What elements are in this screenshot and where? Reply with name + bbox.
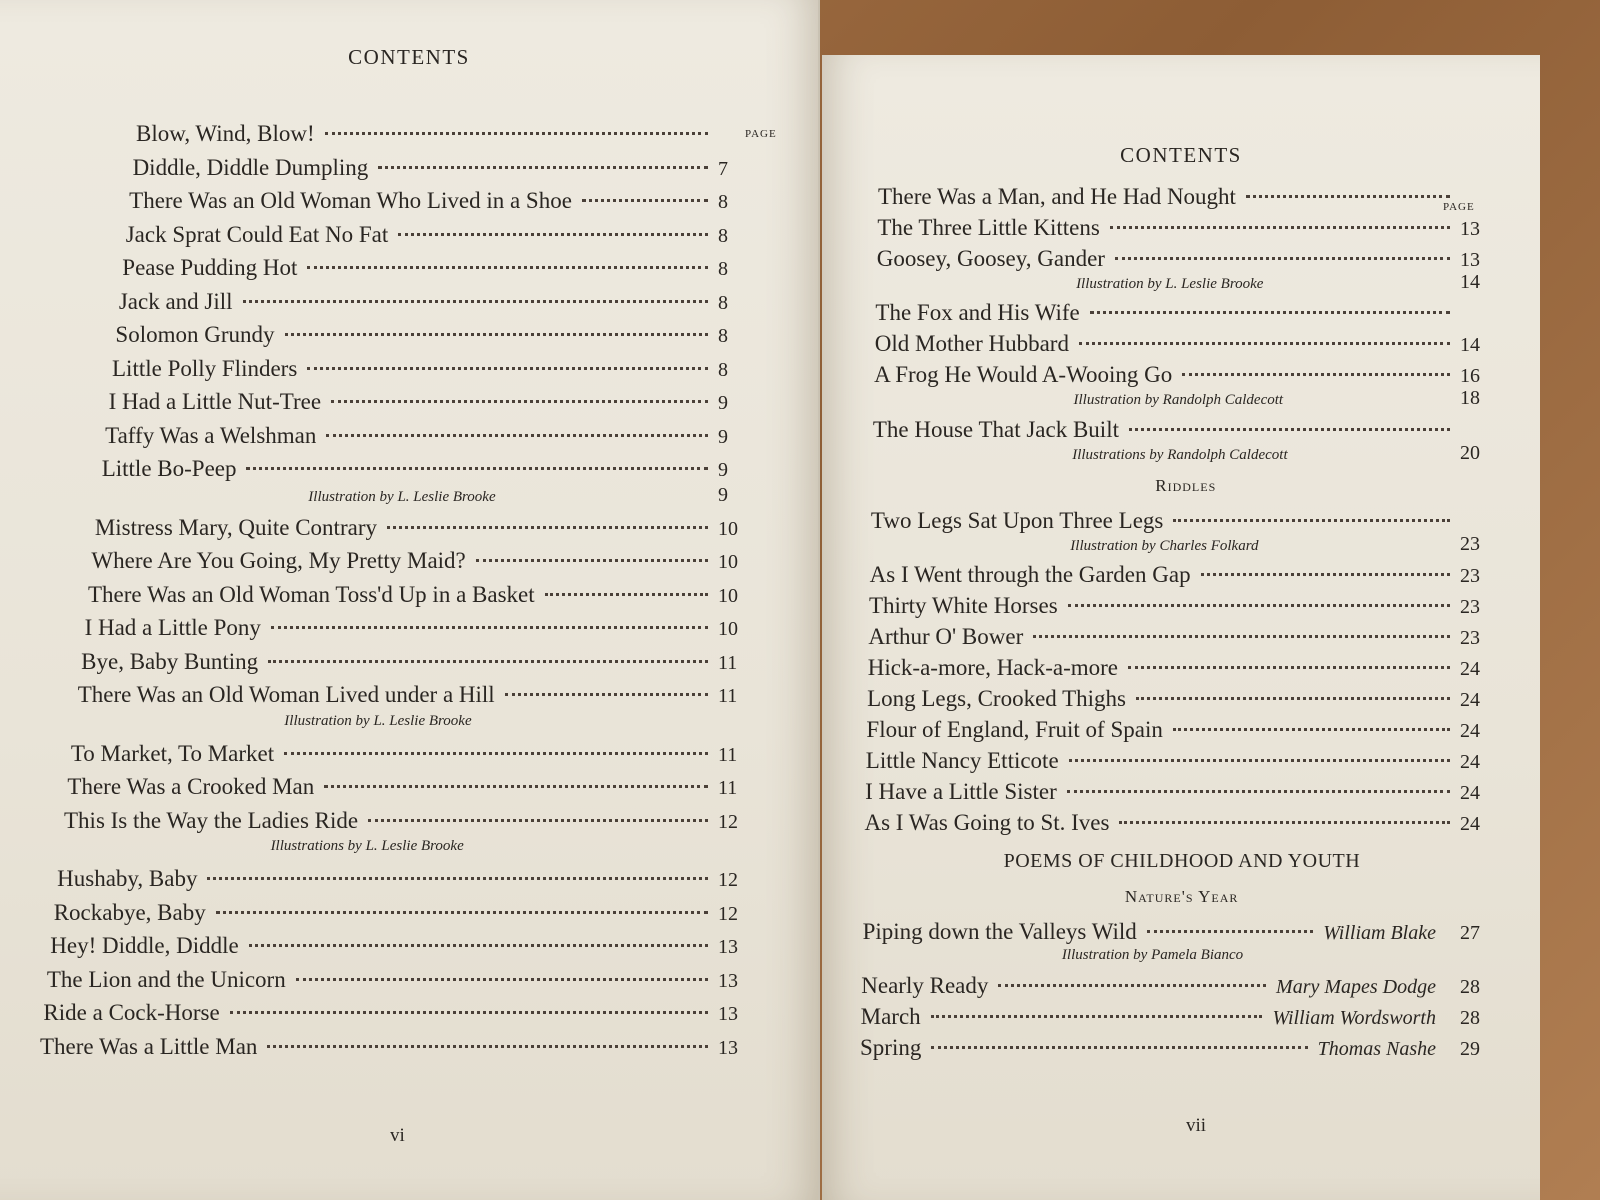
- dot-leader: [476, 559, 708, 562]
- toc-entry: [119, 290, 758, 315]
- entry-page-number: 24: [1460, 720, 1480, 743]
- entry-author: William Blake: [1323, 921, 1436, 944]
- toc-entry: [115, 323, 758, 348]
- entry-page-number: 13: [1460, 218, 1480, 240]
- entry-title: Jack and Jill: [118, 288, 233, 314]
- dot-leader: [325, 132, 708, 135]
- dot-leader: [324, 785, 708, 788]
- toc-entry: [877, 216, 1500, 241]
- dot-leader: [268, 660, 708, 663]
- entry-page-number: 12: [718, 902, 738, 925]
- page-column-label: PAGE: [745, 128, 777, 140]
- toc-entry: [866, 718, 1500, 743]
- entry-page-number: 24: [1460, 658, 1480, 681]
- dot-leader: [1068, 604, 1450, 607]
- dot-leader: [249, 944, 708, 947]
- entry-title: There Was an Old Woman Who Lived in a Shoe: [129, 188, 572, 213]
- dot-leader: [1115, 257, 1450, 260]
- entry-author: William Wordsworth: [1272, 1006, 1436, 1029]
- entry-page-number: 9: [718, 459, 728, 481]
- dot-leader: [1201, 573, 1450, 576]
- illustration-credit: Illustration by L. Leslie Brooke: [1076, 276, 1264, 292]
- entry-author: Mary Mapes Dodge: [1276, 975, 1436, 998]
- illustration-credit-row: [271, 834, 758, 858]
- dot-leader: [1033, 635, 1450, 638]
- dot-leader: [1110, 226, 1450, 229]
- entry-title: Flour of England, Fruit of Spain: [866, 717, 1163, 743]
- entry-title: Where Are You Going, My Pretty Maid?: [91, 548, 466, 574]
- entry-title: Nearly Ready: [861, 972, 989, 998]
- entry-title: There Was an Old Woman Lived under a Hill: [77, 682, 495, 708]
- dot-leader: [1173, 728, 1450, 731]
- illustration-credit: Illustration by L. Leslie Brooke: [308, 488, 496, 505]
- toc-entry: [54, 901, 758, 926]
- entry-page-number: 13: [718, 1003, 738, 1026]
- illustration-credit-row: [1074, 386, 1501, 412]
- page-title: CONTENTS: [348, 45, 470, 69]
- illustration-credit-row: [1076, 270, 1500, 296]
- illustration-credit-row: [1070, 532, 1500, 558]
- entry-page-number: 10: [718, 551, 738, 574]
- dot-leader: [368, 819, 708, 822]
- entry-title: I Had a Little Pony: [84, 615, 261, 641]
- toc-entry: [126, 223, 758, 248]
- entry-title: Long Legs, Crooked Thighs: [867, 686, 1127, 712]
- toc-entry: [867, 687, 1500, 712]
- folio: vi: [390, 1125, 405, 1146]
- toc-entry: [81, 650, 758, 675]
- entry-page-number: 29: [1460, 1037, 1480, 1060]
- toc-entry: [50, 934, 758, 959]
- entry-page-number: 8: [718, 258, 728, 280]
- dot-leader: [1173, 519, 1450, 522]
- entry-page-number: 13: [718, 1036, 738, 1059]
- entry-title: The Three Little Kittens: [877, 215, 1100, 240]
- entry-page-number: 20: [1460, 441, 1480, 464]
- toc-entry: [71, 742, 758, 767]
- entry-page-number: 9: [718, 425, 728, 448]
- entry-page-number: 10: [718, 618, 738, 641]
- dot-leader: [378, 166, 708, 169]
- dot-leader: [582, 199, 708, 202]
- entry-page-number: 8: [718, 325, 728, 347]
- illustration-credit: Illustration by Pamela Bianco: [1061, 946, 1244, 963]
- entry-title: Pease Pudding Hot: [122, 255, 298, 280]
- entry-page-number: 8: [718, 291, 728, 314]
- entry-author: Thomas Nashe: [1317, 1037, 1436, 1060]
- entry-page-number: 11: [718, 651, 738, 674]
- entry-title: Diddle, Diddle Dumpling: [132, 154, 369, 180]
- entry-title: Bye, Baby Bunting: [81, 648, 259, 674]
- toc-entry: [88, 583, 758, 608]
- toc-entry: [109, 390, 758, 415]
- entry-title: Little Bo-Peep: [101, 456, 237, 481]
- entry-page-number: 24: [1460, 782, 1480, 805]
- illustration-credit: Illustration by Randolph Caldecott: [1073, 392, 1284, 409]
- illustration-credit-row: [1062, 943, 1500, 967]
- dot-leader: [1129, 428, 1450, 431]
- entry-title: There Was a Little Man: [40, 1033, 258, 1059]
- dot-leader: [1147, 930, 1313, 933]
- toc-entry: [861, 974, 1500, 999]
- illustration-credit: Illustration by Charles Folkard: [1070, 537, 1259, 554]
- toc-entry: [67, 775, 758, 800]
- dot-leader: [1069, 759, 1450, 762]
- entry-title: Little Polly Flinders: [112, 355, 298, 381]
- entry-title: As I Went through the Garden Gap: [869, 562, 1191, 588]
- section-heading: POEMS OF CHILDHOOD AND YOUTH: [1003, 850, 1361, 873]
- entry-title: Solomon Grundy: [115, 322, 275, 347]
- illustration-credit: Illustration by L. Leslie Brooke: [284, 712, 472, 729]
- entry-page-number: 14: [1460, 271, 1480, 293]
- dot-leader: [387, 526, 708, 529]
- illustration-credit-row: [284, 709, 758, 733]
- toc-entry: [861, 1005, 1500, 1030]
- page-title: CONTENTS: [1120, 143, 1242, 167]
- entry-page-number: 28: [1460, 975, 1480, 998]
- entry-title: This Is the Way the Ladies Ride: [64, 807, 359, 833]
- entry-title: Rockabye, Baby: [53, 899, 206, 925]
- toc-entry: [95, 516, 758, 541]
- toc-entry: [865, 780, 1500, 805]
- entry-title: A Frog He Would A-Wooing Go: [874, 362, 1173, 388]
- dot-leader: [230, 1011, 708, 1014]
- dot-leader: [307, 367, 708, 370]
- entry-page-number: 7: [718, 157, 728, 180]
- dot-leader: [216, 911, 708, 914]
- toc-entry: [873, 418, 1500, 442]
- entry-page-number: 8: [718, 191, 728, 213]
- entry-page-number: 27: [1460, 921, 1480, 944]
- entry-title: Jack Sprat Could Eat No Fat: [125, 221, 389, 247]
- toc-entry: [105, 424, 758, 449]
- toc-entry: [40, 1035, 758, 1060]
- entry-page-number: 24: [1460, 813, 1480, 836]
- dot-leader: [307, 266, 708, 269]
- toc-entry: [112, 357, 758, 382]
- dot-leader: [326, 434, 708, 437]
- entry-title: The Lion and the Unicorn: [46, 966, 286, 992]
- toc-entry: [866, 749, 1500, 774]
- dot-leader: [246, 467, 708, 470]
- toc-entry: [871, 509, 1500, 533]
- entry-page-number: 10: [718, 517, 738, 540]
- toc-entry: [877, 247, 1500, 272]
- toc-entry: [57, 867, 758, 892]
- illustration-credit: Illustrations by L. Leslie Brooke: [270, 838, 464, 855]
- page-column-label: PAGE: [1443, 201, 1475, 213]
- illustration-credit: Illustrations by Randolph Caldecott: [1072, 446, 1288, 463]
- toc-entry: [136, 122, 758, 146]
- toc-entry: [875, 332, 1500, 357]
- entry-title: I Had a Little Nut-Tree: [108, 389, 322, 414]
- dot-leader: [285, 333, 708, 336]
- entry-page-number: 23: [1460, 596, 1480, 619]
- toc-entry: [869, 594, 1500, 619]
- entry-title: Spring: [860, 1034, 922, 1060]
- dot-leader: [1128, 666, 1450, 669]
- entry-page-number: 11: [718, 685, 738, 708]
- entry-title: Mistress Mary, Quite Contrary: [94, 514, 377, 540]
- subsection-heading: Riddles: [1155, 475, 1217, 495]
- entry-page-number: 13: [1460, 249, 1480, 271]
- toc-entry: [47, 968, 758, 993]
- dot-leader: [1079, 342, 1450, 345]
- entry-title: March: [860, 1003, 921, 1029]
- dot-leader: [998, 984, 1266, 987]
- dot-leader: [267, 1045, 708, 1048]
- entry-page-number: 10: [718, 584, 738, 607]
- entry-title: Old Mother Hubbard: [874, 331, 1069, 357]
- illustration-credit-row: [308, 483, 758, 509]
- toc-entry: [875, 301, 1500, 325]
- entry-page-number: 23: [1460, 565, 1480, 588]
- toc-entry: [133, 156, 758, 181]
- entry-title: Thirty White Horses: [869, 593, 1058, 619]
- dot-leader: [1119, 821, 1450, 824]
- dot-leader: [243, 300, 708, 303]
- entry-title: There Was a Man, and He Had Nought: [878, 184, 1236, 209]
- entry-page-number: 18: [1460, 387, 1480, 410]
- entry-title: Ride a Cock-Horse: [43, 1000, 220, 1026]
- entry-page-number: 8: [718, 358, 728, 381]
- entry-page-number: 12: [718, 869, 738, 892]
- entry-page-number: 11: [718, 777, 738, 800]
- entry-page-number: 9: [718, 483, 728, 506]
- entry-title: Taffy Was a Welshman: [105, 422, 317, 448]
- entry-title: Arthur O' Bower: [868, 624, 1024, 650]
- dot-leader: [931, 1046, 1307, 1049]
- toc-entry: [78, 683, 758, 708]
- dot-leader: [931, 1015, 1263, 1018]
- entry-page-number: 23: [1460, 532, 1480, 555]
- illustration-credit-row: [1072, 441, 1500, 467]
- toc-entry: [878, 185, 1500, 209]
- toc-entry: [860, 1036, 1500, 1061]
- entry-title: I Have a Little Sister: [865, 779, 1057, 805]
- entry-page-number: 28: [1460, 1006, 1480, 1029]
- toc-entry: [102, 457, 758, 482]
- entry-title: There Was a Crooked Man: [67, 774, 315, 800]
- entry-title: Piping down the Valleys Wild: [862, 918, 1137, 944]
- entry-title: The Fox and His Wife: [875, 300, 1080, 326]
- subsection-heading: Nature's Year: [1124, 886, 1239, 906]
- entry-page-number: 13: [718, 969, 738, 992]
- entry-page-number: 12: [718, 810, 738, 833]
- toc-entry: [868, 656, 1500, 681]
- toc-entry: [91, 549, 758, 574]
- entry-title: As I Was Going to St. Ives: [864, 810, 1110, 836]
- dot-leader: [1246, 195, 1450, 198]
- entry-page-number: 14: [1460, 334, 1480, 357]
- toc-entry: [43, 1001, 758, 1026]
- dot-leader: [1136, 697, 1450, 700]
- entry-title: Goosey, Goosey, Gander: [876, 246, 1105, 271]
- dot-leader: [284, 752, 708, 755]
- entry-page-number: 8: [718, 224, 728, 247]
- entry-title: Hick-a-more, Hack-a-more: [867, 655, 1119, 681]
- dot-leader: [545, 593, 708, 596]
- entry-title: Hushaby, Baby: [57, 866, 198, 892]
- entry-page-number: 11: [718, 743, 738, 766]
- entry-page-number: 24: [1460, 689, 1480, 712]
- entry-page-number: 13: [718, 936, 738, 959]
- entry-page-number: 9: [718, 392, 728, 414]
- dot-leader: [296, 978, 708, 981]
- toc-entry: [870, 563, 1500, 588]
- dot-leader: [398, 233, 708, 236]
- entry-title: There Was an Old Woman Toss'd Up in a Basket: [88, 581, 535, 607]
- toc-entry: [85, 616, 758, 641]
- entry-page-number: 16: [1460, 365, 1480, 388]
- dot-leader: [1067, 790, 1450, 793]
- entry-title: Two Legs Sat Upon Three Legs: [870, 507, 1164, 533]
- toc-entry: [863, 920, 1500, 945]
- dot-leader: [1182, 373, 1450, 376]
- dot-leader: [271, 626, 708, 629]
- entry-title: To Market, To Market: [70, 740, 275, 766]
- toc-entry: [129, 189, 758, 214]
- toc-entry: [865, 811, 1501, 836]
- folio: vii: [1186, 1115, 1207, 1136]
- toc-entry: [122, 256, 758, 281]
- dot-leader: [207, 877, 708, 880]
- dot-leader: [505, 693, 708, 696]
- entry-page-number: 24: [1460, 751, 1480, 774]
- toc-entry: [868, 625, 1500, 650]
- entry-title: Little Nancy Etticote: [865, 748, 1059, 774]
- entry-title: The House That Jack Built: [872, 416, 1119, 442]
- dot-leader: [331, 400, 708, 403]
- toc-entry: [64, 809, 758, 834]
- entry-title: Blow, Wind, Blow!: [136, 121, 315, 146]
- entry-title: Hey! Diddle, Diddle: [50, 933, 239, 959]
- dot-leader: [1090, 311, 1450, 314]
- toc-entry: [874, 363, 1500, 388]
- right-page: [822, 55, 1540, 1200]
- entry-page-number: 23: [1460, 627, 1480, 650]
